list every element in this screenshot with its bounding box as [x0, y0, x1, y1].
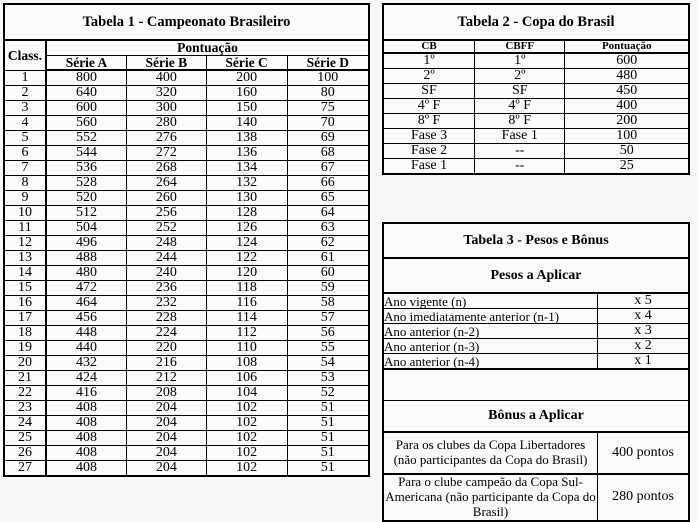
table-row [4, 281, 369, 296]
table-row [4, 221, 369, 236]
table-cell: 2º [383, 69, 475, 84]
points-cell: 544 [46, 146, 127, 161]
table-row [4, 311, 369, 326]
points-cell: 52 [287, 386, 369, 401]
points-cell: 51 [287, 446, 369, 461]
points-cell: 204 [127, 431, 207, 446]
class-header: Class. [4, 40, 46, 70]
points-cell: 204 [127, 461, 207, 477]
class-cell: 17 [4, 311, 46, 326]
table-row [4, 176, 369, 191]
points-cell: 320 [127, 86, 207, 101]
table-cell: 200 [565, 114, 689, 129]
table-cell: -- [475, 159, 565, 175]
bonus-value: 400 pontos [598, 432, 690, 474]
points-cell: 272 [127, 146, 207, 161]
points-cell: 280 [127, 116, 207, 131]
points-cell: 63 [287, 221, 369, 236]
points-cell: 69 [287, 131, 369, 146]
points-cell: 536 [46, 161, 127, 176]
points-cell: 244 [127, 251, 207, 266]
weight-row [383, 293, 689, 309]
table-cell: 2º [475, 69, 565, 84]
points-cell: 200 [206, 70, 287, 86]
table-cell: 100 [565, 129, 689, 144]
points-cell: 136 [206, 146, 287, 161]
table-row [4, 296, 369, 311]
points-cell: 560 [46, 116, 127, 131]
points-cell: 100 [287, 70, 369, 86]
table-cell: SF [383, 84, 475, 99]
points-cell: 128 [206, 206, 287, 221]
points-cell: 130 [206, 191, 287, 206]
table-cell: 4º F [383, 99, 475, 114]
class-cell: 20 [4, 356, 46, 371]
class-cell: 6 [4, 146, 46, 161]
class-cell: 9 [4, 191, 46, 206]
points-cell: 520 [46, 191, 127, 206]
table2-title: Tabela 2 - Copa do Brasil [383, 4, 689, 40]
weight-value: x 3 [598, 324, 690, 339]
points-cell: 108 [206, 356, 287, 371]
points-cell: 51 [287, 401, 369, 416]
table-row [4, 236, 369, 251]
weight-label: Ano anterior (n-4) [383, 354, 598, 370]
points-cell: 256 [127, 206, 207, 221]
points-cell: 61 [287, 251, 369, 266]
points-cell: 102 [206, 446, 287, 461]
bonus-header: Bônus a Aplicar [383, 401, 689, 433]
points-cell: 106 [206, 371, 287, 386]
class-cell: 7 [4, 161, 46, 176]
points-cell: 62 [287, 236, 369, 251]
table-row [4, 116, 369, 131]
class-cell: 5 [4, 131, 46, 146]
points-cell: 408 [46, 446, 127, 461]
class-cell: 3 [4, 101, 46, 116]
table1-title: Tabela 1 - Campeonato Brasileiro [4, 4, 369, 40]
class-cell: 4 [4, 116, 46, 131]
points-cell: 220 [127, 341, 207, 356]
table-cell: Fase 3 [383, 129, 475, 144]
points-cell: 67 [287, 161, 369, 176]
points-cell: 55 [287, 341, 369, 356]
table-row [4, 131, 369, 146]
points-cell: 488 [46, 251, 127, 266]
table-row [383, 159, 689, 175]
weight-value: x 5 [598, 293, 690, 309]
class-cell: 2 [4, 86, 46, 101]
points-cell: 268 [127, 161, 207, 176]
weight-label: Ano anterior (n-2) [383, 324, 598, 339]
points-cell: 512 [46, 206, 127, 221]
points-cell: 248 [127, 236, 207, 251]
table-row [4, 86, 369, 101]
class-cell: 8 [4, 176, 46, 191]
class-cell: 10 [4, 206, 46, 221]
points-cell: 51 [287, 416, 369, 431]
column-header: Pontuação [565, 40, 689, 53]
table-row [4, 356, 369, 371]
points-cell: 68 [287, 146, 369, 161]
table-campeonato-brasileiro [3, 3, 370, 477]
points-cell: 118 [206, 281, 287, 296]
table-row [4, 446, 369, 461]
points-cell: 70 [287, 116, 369, 131]
table-row [4, 161, 369, 176]
table-cell: Fase 1 [383, 159, 475, 175]
table-row [4, 371, 369, 386]
points-cell: 224 [127, 326, 207, 341]
points-cell: 75 [287, 101, 369, 116]
spacer-row [383, 369, 689, 401]
points-cell: 552 [46, 131, 127, 146]
points-cell: 51 [287, 461, 369, 477]
points-cell: 102 [206, 461, 287, 477]
weight-row [383, 339, 689, 354]
bonus-label: Para os clubes da Copa Libertadores (não participantes da Copa do Brasil) [383, 432, 598, 474]
points-cell: 464 [46, 296, 127, 311]
points-cell: 424 [46, 371, 127, 386]
points-cell: 264 [127, 176, 207, 191]
table-cell: 400 [565, 99, 689, 114]
weight-label: Ano anterior (n-3) [383, 339, 598, 354]
points-cell: 56 [287, 326, 369, 341]
class-cell: 14 [4, 266, 46, 281]
points-cell: 600 [46, 101, 127, 116]
weight-label: Ano vigente (n) [383, 293, 598, 309]
points-cell: 110 [206, 341, 287, 356]
points-cell: 102 [206, 416, 287, 431]
points-cell: 408 [46, 416, 127, 431]
table-row [4, 401, 369, 416]
table-row [4, 431, 369, 446]
column-header: Série A [46, 55, 127, 70]
table-cell: 50 [565, 144, 689, 159]
table-cell: 25 [565, 159, 689, 175]
bonus-row [383, 432, 689, 474]
class-cell: 19 [4, 341, 46, 356]
class-cell: 15 [4, 281, 46, 296]
weight-row [383, 354, 689, 370]
points-cell: 440 [46, 341, 127, 356]
points-cell: 53 [287, 371, 369, 386]
points-cell: 54 [287, 356, 369, 371]
column-header: CB [383, 40, 475, 53]
column-header: Série B [127, 55, 207, 70]
class-cell: 26 [4, 446, 46, 461]
column-header: CBFF [475, 40, 565, 53]
class-cell: 23 [4, 401, 46, 416]
table-row [4, 70, 369, 86]
table-cell: -- [475, 144, 565, 159]
table-cell: Fase 2 [383, 144, 475, 159]
points-cell: 456 [46, 311, 127, 326]
points-cell: 236 [127, 281, 207, 296]
weights-header: Pesos a Aplicar [383, 258, 689, 293]
points-cell: 232 [127, 296, 207, 311]
points-cell: 408 [46, 401, 127, 416]
weight-row [383, 324, 689, 339]
table-cell: 480 [565, 69, 689, 84]
points-cell: 228 [127, 311, 207, 326]
table-row [4, 251, 369, 266]
weight-value: x 1 [598, 354, 690, 370]
points-cell: 124 [206, 236, 287, 251]
points-cell: 240 [127, 266, 207, 281]
points-cell: 66 [287, 176, 369, 191]
points-cell: 204 [127, 401, 207, 416]
points-cell: 64 [287, 206, 369, 221]
points-cell: 472 [46, 281, 127, 296]
points-cell: 59 [287, 281, 369, 296]
points-cell: 57 [287, 311, 369, 326]
class-cell: 16 [4, 296, 46, 311]
class-cell: 13 [4, 251, 46, 266]
points-cell: 204 [127, 416, 207, 431]
table-cell: 450 [565, 84, 689, 99]
points-cell: 138 [206, 131, 287, 146]
points-cell: 104 [206, 386, 287, 401]
table-cell: 8º F [475, 114, 565, 129]
points-cell: 212 [127, 371, 207, 386]
table-cell: 8º F [383, 114, 475, 129]
column-header: Série D [287, 55, 369, 70]
table-row [383, 114, 689, 129]
class-cell: 25 [4, 431, 46, 446]
points-cell: 58 [287, 296, 369, 311]
pontuacao-header: Pontuação [46, 40, 369, 55]
points-cell: 504 [46, 221, 127, 236]
table-cell: Fase 1 [475, 129, 565, 144]
table-pesos-e-bonus [382, 222, 690, 522]
points-cell: 116 [206, 296, 287, 311]
table-row [4, 416, 369, 431]
table-row [383, 69, 689, 84]
column-header: Série C [206, 55, 287, 70]
points-cell: 208 [127, 386, 207, 401]
table-row [4, 191, 369, 206]
table-copa-do-brasil [382, 3, 690, 175]
points-cell: 102 [206, 401, 287, 416]
class-cell: 21 [4, 371, 46, 386]
points-cell: 408 [46, 461, 127, 477]
weight-label: Ano imediatamente anterior (n-1) [383, 309, 598, 324]
points-cell: 496 [46, 236, 127, 251]
points-cell: 65 [287, 191, 369, 206]
bonus-value: 280 pontos [598, 474, 690, 521]
table-row [4, 326, 369, 341]
table-row [4, 461, 369, 477]
table-row [4, 266, 369, 281]
points-cell: 448 [46, 326, 127, 341]
points-cell: 112 [206, 326, 287, 341]
table-cell: SF [475, 84, 565, 99]
class-cell: 27 [4, 461, 46, 477]
points-cell: 140 [206, 116, 287, 131]
class-cell: 24 [4, 416, 46, 431]
points-cell: 528 [46, 176, 127, 191]
bonus-row [383, 474, 689, 521]
class-cell: 11 [4, 221, 46, 236]
table-row [383, 144, 689, 159]
table-cell: 1º [475, 53, 565, 69]
points-cell: 640 [46, 86, 127, 101]
class-cell: 1 [4, 70, 46, 86]
weight-row [383, 309, 689, 324]
points-cell: 416 [46, 386, 127, 401]
points-cell: 51 [287, 431, 369, 446]
points-cell: 160 [206, 86, 287, 101]
points-cell: 400 [127, 70, 207, 86]
table-row [383, 84, 689, 99]
points-cell: 102 [206, 431, 287, 446]
points-cell: 126 [206, 221, 287, 236]
points-cell: 408 [46, 431, 127, 446]
points-cell: 60 [287, 266, 369, 281]
class-cell: 18 [4, 326, 46, 341]
table-cell: 600 [565, 53, 689, 69]
points-cell: 80 [287, 86, 369, 101]
points-cell: 260 [127, 191, 207, 206]
table-row [383, 99, 689, 114]
points-cell: 432 [46, 356, 127, 371]
points-cell: 300 [127, 101, 207, 116]
table-row [4, 341, 369, 356]
bonus-label: Para o clube campeão da Copa Sul-Americana (não participante da Copa do Brasil) [383, 474, 598, 521]
table-row [4, 386, 369, 401]
weight-value: x 4 [598, 309, 690, 324]
class-cell: 12 [4, 236, 46, 251]
table-row [383, 53, 689, 69]
points-cell: 132 [206, 176, 287, 191]
points-cell: 114 [206, 311, 287, 326]
points-cell: 122 [206, 251, 287, 266]
class-cell: 22 [4, 386, 46, 401]
table-row [4, 206, 369, 221]
table-row [383, 129, 689, 144]
table-cell: 1º [383, 53, 475, 69]
table-row [4, 101, 369, 116]
weight-value: x 2 [598, 339, 690, 354]
spacer-cell [383, 369, 689, 401]
table-row [4, 146, 369, 161]
points-cell: 276 [127, 131, 207, 146]
table-cell: 4º F [475, 99, 565, 114]
points-cell: 252 [127, 221, 207, 236]
points-cell: 216 [127, 356, 207, 371]
table3-title: Tabela 3 - Pesos e Bônus [383, 223, 689, 258]
points-cell: 134 [206, 161, 287, 176]
points-cell: 800 [46, 70, 127, 86]
points-cell: 120 [206, 266, 287, 281]
bonus-header-row [383, 401, 689, 433]
points-cell: 480 [46, 266, 127, 281]
points-cell: 150 [206, 101, 287, 116]
points-cell: 204 [127, 446, 207, 461]
